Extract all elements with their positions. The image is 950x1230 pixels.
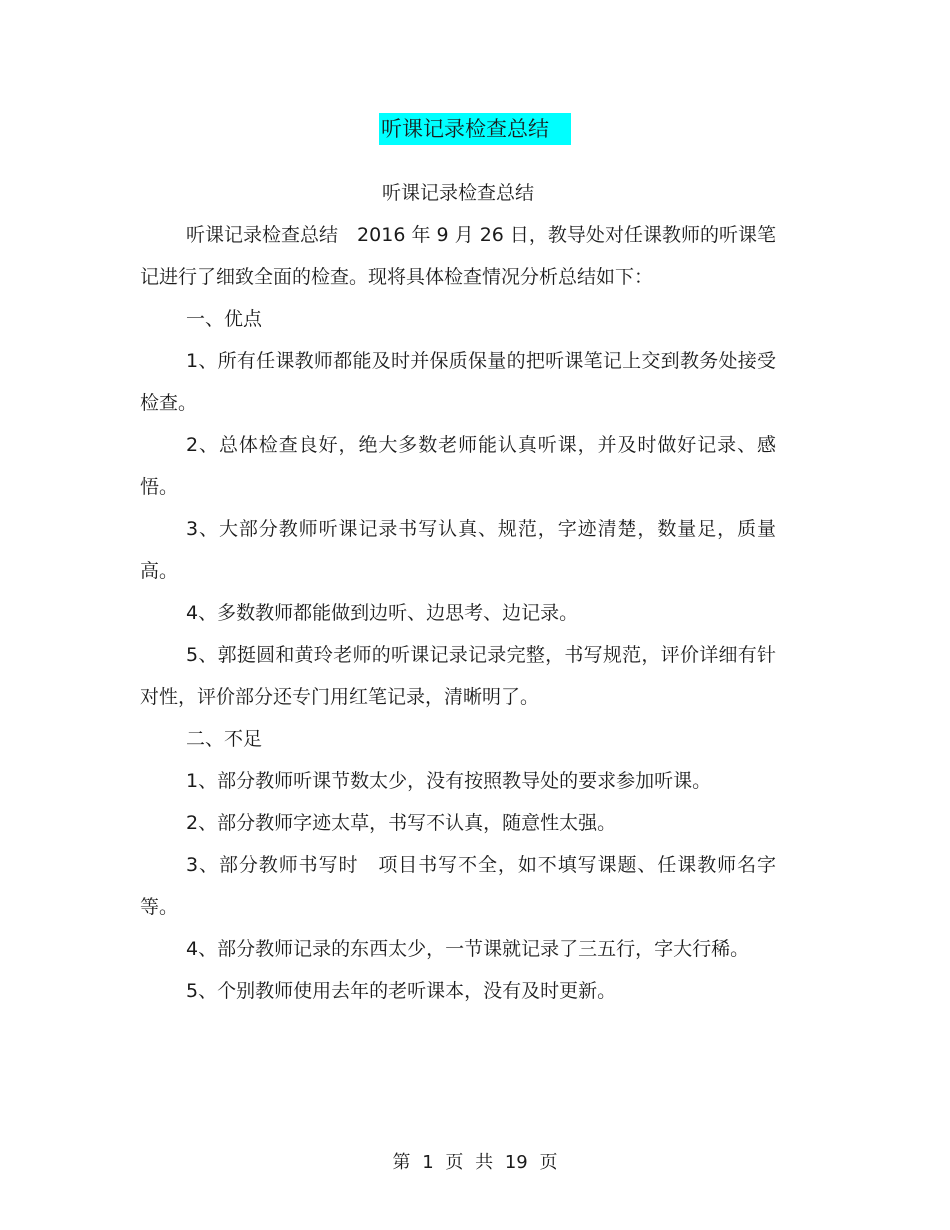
section-heading-weaknesses: 二、不足 [186,728,263,750]
document-title-text: 听课记录检查总结 [379,113,571,145]
page-footer: 第 1 页 共 19 页 [392,1152,558,1173]
paragraph-intro: 听课记录检查总结 2016 年 9 月 26 日，教导处对任课教师的听课笔记进行了细致全面的检查。现将具体检查情况分析总结如下： [140,224,776,288]
list-item: 3、大部分教师听课记录书写认真、规范，字迹清楚，数量足，质量高。 [140,518,776,582]
list-item: 4、多数教师都能做到边听、边思考、边记录。 [186,602,579,624]
document-title [0,113,950,145]
list-item: 1、所有任课教师都能及时并保质保量的把听课笔记上交到教务处接受检查。 [140,350,776,414]
section-heading-strengths: 一、优点 [186,308,263,330]
list-item: 5、个别教师使用去年的老听课本，没有及时更新。 [186,980,617,1002]
list-item: 4、部分教师记录的东西太少，一节课就记录了三五行，字大行稀。 [186,938,750,960]
list-item: 5、郭挺圆和黄玲老师的听课记录记录完整，书写规范，评价详细有针对性，评价部分还专门用红笔记录，清晰明了。 [140,644,776,708]
list-item: 1、部分教师听课节数太少，没有按照教导处的要求参加听课。 [186,770,712,792]
document-subtitle: 听课记录检查总结 [381,182,534,204]
list-item: 2、总体检查良好，绝大多数老师能认真听课，并及时做好记录、感悟。 [140,434,776,498]
list-item: 2、部分教师字迹太草，书写不认真，随意性太强。 [186,812,617,834]
document-body [140,172,776,1012]
list-item: 3、部分教师书写时 项目书写不全，如不填写课题、任课教师名字等。 [140,854,776,918]
